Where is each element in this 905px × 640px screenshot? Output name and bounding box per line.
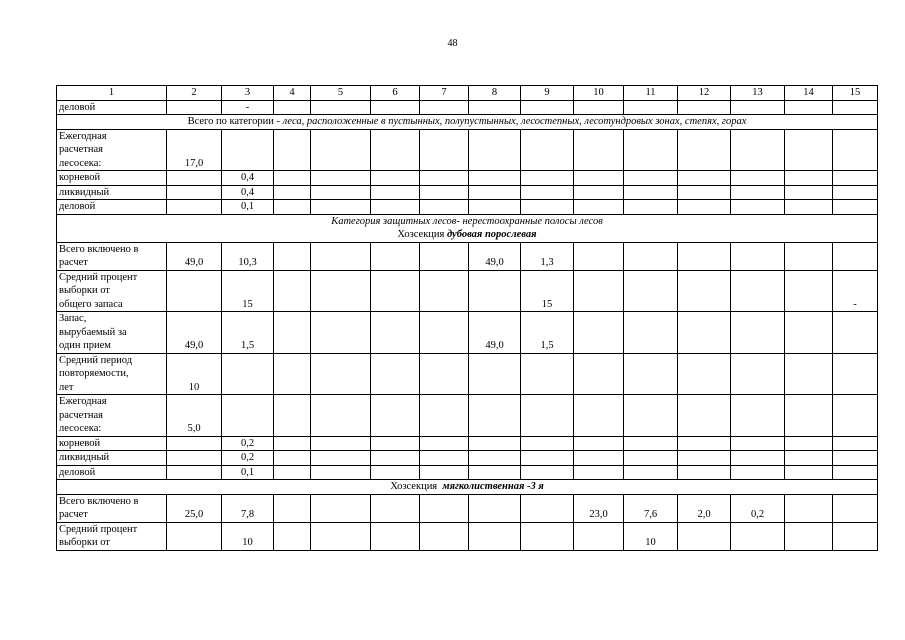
column-header-cell: 12 — [678, 86, 731, 101]
table-cell — [311, 270, 371, 312]
table-cell — [678, 395, 731, 437]
table-cell — [311, 242, 371, 270]
table-cell — [469, 465, 521, 480]
table-cell — [311, 129, 371, 171]
table-cell — [574, 395, 624, 437]
table-cell — [222, 353, 274, 395]
table-cell: 10 — [167, 353, 222, 395]
table-cell — [420, 100, 469, 115]
table-cell — [420, 242, 469, 270]
table-cell — [274, 312, 311, 354]
table-cell — [420, 395, 469, 437]
table-cell — [731, 100, 785, 115]
table-cell — [521, 129, 574, 171]
section-title — [59, 228, 875, 242]
table-cell — [311, 522, 371, 550]
table-cell — [274, 185, 311, 200]
table-cell — [371, 353, 420, 395]
table-cell — [469, 522, 521, 550]
table-cell — [574, 185, 624, 200]
column-header-cell: 7 — [420, 86, 469, 101]
section-heading-row — [57, 480, 878, 495]
table-cell — [420, 312, 469, 354]
table-cell — [371, 171, 420, 186]
table-cell: 1,5 — [222, 312, 274, 354]
row-label: Ежегодная расчетная лесосека: — [57, 395, 167, 437]
table-cell: 25,0 — [167, 494, 222, 522]
table-cell — [371, 436, 420, 451]
page-number: 48 — [447, 38, 458, 49]
table-cell: 1,3 — [521, 242, 574, 270]
table-cell: 0,1 — [222, 465, 274, 480]
table-cell: - — [833, 270, 878, 312]
table-cell — [731, 465, 785, 480]
table-cell: 0,1 — [222, 200, 274, 215]
table-cell — [371, 522, 420, 550]
table-cell — [469, 436, 521, 451]
table-cell — [785, 171, 833, 186]
table-cell — [420, 494, 469, 522]
table-cell — [167, 451, 222, 466]
category-heading — [57, 214, 878, 242]
table-cell — [222, 129, 274, 171]
table-cell — [574, 312, 624, 354]
table-cell — [624, 353, 678, 395]
table-cell: 0,4 — [222, 171, 274, 186]
table-cell — [311, 353, 371, 395]
category-heading-row — [57, 115, 878, 130]
table-cell: 2,0 — [678, 494, 731, 522]
section-name: дубовая порослевая — [446, 229, 537, 240]
row-label: Средний процент выборки от общего запаса — [57, 270, 167, 312]
row-label: деловой — [57, 465, 167, 480]
column-header-cell: 14 — [785, 86, 833, 101]
table-cell — [574, 451, 624, 466]
table-cell — [785, 200, 833, 215]
table-cell — [731, 185, 785, 200]
table-cell — [624, 171, 678, 186]
table-cell — [833, 465, 878, 480]
table-cell — [420, 270, 469, 312]
table-cell — [521, 465, 574, 480]
table-cell — [420, 200, 469, 215]
column-header-cell: 13 — [731, 86, 785, 101]
table-cell — [785, 129, 833, 171]
heading-part: леса, расположенные в пустынных, полупустынных, лесостепных, лесотундровых зонах, степях, горах — [282, 116, 747, 127]
table-cell — [469, 100, 521, 115]
table-cell — [678, 129, 731, 171]
table-cell — [371, 494, 420, 522]
table-cell — [785, 270, 833, 312]
table-cell — [678, 451, 731, 466]
column-header-cell: 8 — [469, 86, 521, 101]
table-cell — [731, 451, 785, 466]
table-cell — [678, 353, 731, 395]
section-prefix: Хозсекция — [397, 229, 447, 240]
table-row — [57, 494, 878, 522]
table-cell — [574, 242, 624, 270]
table-cell — [574, 465, 624, 480]
table-cell — [833, 200, 878, 215]
forest-calculation-table — [56, 85, 878, 551]
column-header-row — [57, 86, 878, 101]
table-cell: 0,4 — [222, 185, 274, 200]
table-cell — [167, 185, 222, 200]
table-cell — [574, 436, 624, 451]
row-label: Запас, вырубаемый за один прием — [57, 312, 167, 354]
table-cell — [574, 200, 624, 215]
table-cell — [521, 395, 574, 437]
table-cell — [624, 395, 678, 437]
table-cell — [371, 312, 420, 354]
table-cell — [274, 465, 311, 480]
table-cell — [624, 242, 678, 270]
column-header-cell: 4 — [274, 86, 311, 101]
table-cell — [624, 312, 678, 354]
table-cell — [311, 436, 371, 451]
row-label: Всего включено в расчет — [57, 242, 167, 270]
table-cell — [785, 494, 833, 522]
table-cell — [371, 129, 420, 171]
table-cell — [574, 270, 624, 312]
table-cell — [731, 312, 785, 354]
table-cell — [833, 395, 878, 437]
table-cell — [274, 270, 311, 312]
table-cell — [469, 171, 521, 186]
table-cell — [678, 185, 731, 200]
table-cell — [833, 129, 878, 171]
table-cell — [785, 395, 833, 437]
table-cell — [371, 270, 420, 312]
table-cell — [311, 100, 371, 115]
table-cell — [785, 353, 833, 395]
table-row — [57, 395, 878, 437]
table-cell — [420, 522, 469, 550]
column-header-cell: 11 — [624, 86, 678, 101]
section-heading — [57, 480, 878, 495]
column-header-cell: 2 — [167, 86, 222, 101]
table-cell — [574, 353, 624, 395]
table-cell — [274, 353, 311, 395]
table-cell — [521, 436, 574, 451]
table-cell — [469, 353, 521, 395]
table-cell — [420, 436, 469, 451]
table-cell — [833, 436, 878, 451]
table-cell — [785, 185, 833, 200]
table-cell — [833, 242, 878, 270]
row-label: Средний период повторяемости, лет — [57, 353, 167, 395]
table-cell — [274, 171, 311, 186]
table-cell: 10,3 — [222, 242, 274, 270]
table-cell — [371, 242, 420, 270]
row-label: деловой — [57, 200, 167, 215]
row-label: Всего включено в расчет — [57, 494, 167, 522]
table-cell — [274, 200, 311, 215]
table-cell — [371, 100, 420, 115]
table-cell — [274, 522, 311, 550]
table-cell — [274, 451, 311, 466]
table-cell — [678, 312, 731, 354]
table-cell — [521, 100, 574, 115]
table-cell — [311, 494, 371, 522]
table-cell — [521, 494, 574, 522]
table-cell — [469, 200, 521, 215]
table-cell — [167, 200, 222, 215]
table-cell — [521, 200, 574, 215]
table-cell: 23,0 — [574, 494, 624, 522]
column-header-cell: 15 — [833, 86, 878, 101]
table-cell — [678, 100, 731, 115]
table-cell: 15 — [222, 270, 274, 312]
table-cell — [833, 100, 878, 115]
table-cell — [167, 522, 222, 550]
table-cell: 49,0 — [167, 312, 222, 354]
table-cell — [785, 451, 833, 466]
table-cell — [833, 451, 878, 466]
table-cell — [785, 100, 833, 115]
table-cell — [311, 451, 371, 466]
table-cell — [311, 312, 371, 354]
table-cell — [469, 451, 521, 466]
table-cell — [624, 185, 678, 200]
table-cell — [624, 100, 678, 115]
table-cell — [574, 171, 624, 186]
column-header-cell: 6 — [371, 86, 420, 101]
table-cell — [678, 200, 731, 215]
table-cell — [469, 129, 521, 171]
table-row — [57, 171, 878, 186]
table-cell — [833, 353, 878, 395]
table-cell — [420, 171, 469, 186]
table-row — [57, 353, 878, 395]
table-cell: 0,2 — [731, 494, 785, 522]
table-cell: 0,2 — [222, 436, 274, 451]
table-cell — [574, 522, 624, 550]
table-row — [57, 270, 878, 312]
table-cell — [274, 395, 311, 437]
table-cell — [785, 436, 833, 451]
table-cell — [311, 185, 371, 200]
table-cell — [274, 100, 311, 115]
table-cell — [731, 200, 785, 215]
column-header-cell: 10 — [574, 86, 624, 101]
table-cell — [678, 465, 731, 480]
table-cell — [371, 185, 420, 200]
table-cell — [274, 494, 311, 522]
category-title: Категория защитных лесов- нерестоохранные полосы лесов — [331, 215, 603, 227]
table-row — [57, 100, 878, 115]
table-cell — [521, 522, 574, 550]
table-cell — [420, 185, 469, 200]
table-cell — [469, 395, 521, 437]
table-cell — [521, 451, 574, 466]
table-cell — [678, 270, 731, 312]
table-cell — [469, 185, 521, 200]
table-cell: 49,0 — [469, 242, 521, 270]
table-cell — [521, 185, 574, 200]
table-cell — [785, 465, 833, 480]
table-cell — [167, 100, 222, 115]
table-cell: 15 — [521, 270, 574, 312]
category-heading-row — [57, 214, 878, 242]
table-cell — [678, 242, 731, 270]
table-cell — [420, 353, 469, 395]
table-row — [57, 129, 878, 171]
category-heading — [57, 115, 878, 130]
table-cell — [731, 395, 785, 437]
table-cell — [521, 171, 574, 186]
table-cell — [167, 465, 222, 480]
table-cell: 7,6 — [624, 494, 678, 522]
table-cell — [371, 395, 420, 437]
column-header-cell: 9 — [521, 86, 574, 101]
table-cell — [833, 312, 878, 354]
table-cell — [371, 200, 420, 215]
table-cell — [311, 395, 371, 437]
table-cell — [469, 494, 521, 522]
table-cell — [731, 242, 785, 270]
table-cell — [785, 242, 833, 270]
table-cell — [521, 353, 574, 395]
row-label: Ежегодная расчетная лесосека: — [57, 129, 167, 171]
table-cell — [574, 100, 624, 115]
row-label: корневой — [57, 436, 167, 451]
table-cell — [731, 171, 785, 186]
table-cell — [678, 522, 731, 550]
table-cell: 49,0 — [167, 242, 222, 270]
table-cell — [785, 522, 833, 550]
table-cell: 49,0 — [469, 312, 521, 354]
table-cell — [731, 129, 785, 171]
table-cell — [624, 465, 678, 480]
table-cell — [731, 436, 785, 451]
table-cell: 17,0 — [167, 129, 222, 171]
table-cell — [311, 465, 371, 480]
table-cell — [274, 129, 311, 171]
table-cell — [678, 171, 731, 186]
table-cell — [469, 270, 521, 312]
row-label: ликвидный — [57, 185, 167, 200]
table-cell — [624, 129, 678, 171]
table-cell — [274, 436, 311, 451]
section-prefix: Хозсекция — [390, 481, 443, 492]
row-label: деловой — [57, 100, 167, 115]
table-row — [57, 185, 878, 200]
table-row — [57, 451, 878, 466]
table-cell — [371, 465, 420, 480]
table-cell — [222, 395, 274, 437]
table-cell — [167, 436, 222, 451]
table-cell — [731, 353, 785, 395]
table-cell — [311, 171, 371, 186]
table-cell — [833, 522, 878, 550]
column-header-cell: 3 — [222, 86, 274, 101]
table-cell — [833, 494, 878, 522]
row-label: Средний процент выборки от — [57, 522, 167, 550]
column-header-cell: 1 — [57, 86, 167, 101]
heading-part: Всего по категории - — [187, 116, 283, 127]
table-cell — [624, 200, 678, 215]
table-cell: 10 — [222, 522, 274, 550]
table-cell — [731, 270, 785, 312]
table-cell — [420, 465, 469, 480]
table-cell — [420, 129, 469, 171]
table-cell — [420, 451, 469, 466]
table-cell — [624, 436, 678, 451]
table-cell — [833, 185, 878, 200]
table-cell: 5,0 — [167, 395, 222, 437]
column-header-cell: 5 — [311, 86, 371, 101]
table-cell — [731, 522, 785, 550]
table-cell — [167, 270, 222, 312]
table-row — [57, 465, 878, 480]
table-cell: 10 — [624, 522, 678, 550]
row-label: корневой — [57, 171, 167, 186]
table-row — [57, 312, 878, 354]
table-row — [57, 200, 878, 215]
table-row — [57, 242, 878, 270]
table-cell — [371, 451, 420, 466]
table-cell — [785, 312, 833, 354]
table-cell — [833, 171, 878, 186]
row-label: ликвидный — [57, 451, 167, 466]
table-cell: - — [222, 100, 274, 115]
table-cell — [311, 200, 371, 215]
table-row — [57, 436, 878, 451]
table-cell — [624, 270, 678, 312]
table-row — [57, 522, 878, 550]
table-cell — [678, 436, 731, 451]
table-cell — [624, 451, 678, 466]
table-cell: 0,2 — [222, 451, 274, 466]
table-cell — [167, 171, 222, 186]
table-cell: 1,5 — [521, 312, 574, 354]
section-name: мягколиственная -3 я — [442, 481, 544, 492]
table-cell — [574, 129, 624, 171]
table-cell: 7,8 — [222, 494, 274, 522]
table-cell — [274, 242, 311, 270]
